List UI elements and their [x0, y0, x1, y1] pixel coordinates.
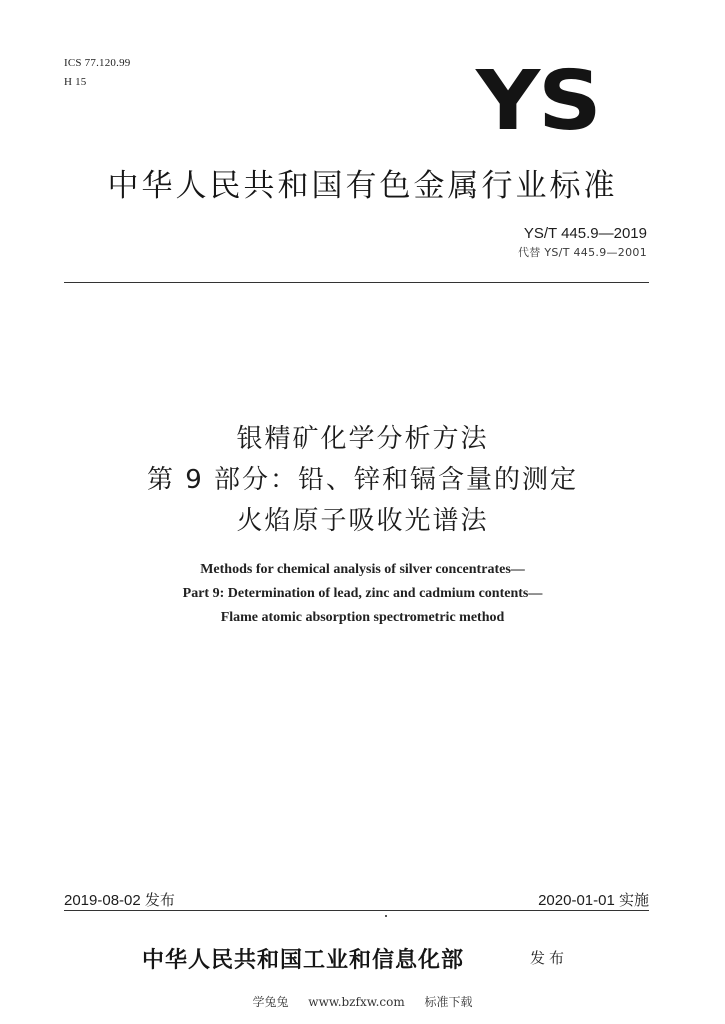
ys-logo: YS: [476, 54, 600, 149]
ccs-code: H 15: [64, 76, 87, 88]
issuing-ministry: 中华人民共和国工业和信息化部: [142, 947, 465, 973]
implementation-date: 2020-01-01 实施: [538, 892, 649, 909]
issue-date: 2019-08-02 发布: [64, 892, 175, 909]
industry-standard-heading: 中华人民共和国有色金属行业标准: [107, 168, 618, 204]
footer-url[interactable]: www.bzfxw.com: [308, 995, 405, 1009]
footer-tagline: 标准下载: [424, 995, 473, 1009]
footer-site-name: 学兔兔: [252, 995, 289, 1009]
ics-code: ICS 77.120.99: [64, 57, 131, 69]
dot-mark: [385, 915, 387, 917]
title-cn-line-2: 第 9 部分：铅、锌和镉含量的测定: [146, 465, 579, 495]
replaces-standard: 代替 YS/T 445.9—2001: [517, 246, 647, 259]
footer-watermark: [0, 993, 725, 1010]
top-divider: [64, 282, 649, 283]
title-en-line-2: Part 9: Determination of lead, zinc and cadmium contents—: [182, 586, 543, 601]
bottom-divider: [64, 910, 649, 911]
title-en-line-1: Methods for chemical analysis of silver concentrates—: [200, 562, 525, 577]
standard-number: YS/T 445.9—2019: [523, 225, 647, 242]
publish-label: 发布: [530, 949, 569, 967]
title-cn-line-3: 火焰原子吸收光谱法: [236, 506, 489, 536]
title-en-line-3: Flame atomic absorption spectrometric method: [220, 610, 505, 625]
title-cn-line-1: 银精矿化学分析方法: [236, 424, 489, 454]
